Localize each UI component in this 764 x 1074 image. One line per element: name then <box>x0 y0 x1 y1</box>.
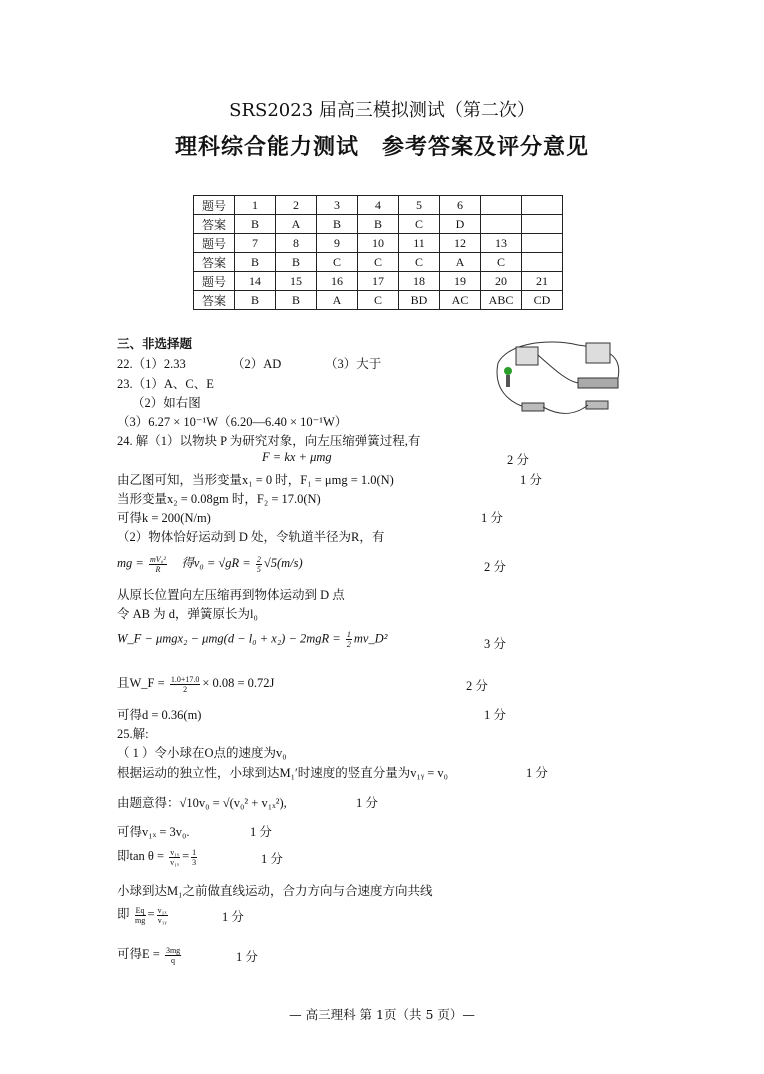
answer-table <box>193 195 563 310</box>
table-cell: ABC <box>481 291 522 310</box>
table-cell: C <box>399 215 440 234</box>
q25-score5: 1 分 <box>222 910 244 924</box>
table-cell: B <box>235 215 276 234</box>
q22-part3: （3）大于 <box>325 357 382 371</box>
q24-score2: 1 分 <box>520 473 542 487</box>
table-cell: B <box>276 253 317 272</box>
q24-line4: 当形变量x₂ = 0.08gm 时，F₂ = 17.0(N) <box>117 492 321 506</box>
table-cell: C <box>358 253 399 272</box>
q24-line3: 由乙图可知，当形变量x₁ = 0 时，F₁ = μmg = 1.0(N) <box>117 473 394 487</box>
table-cell: B <box>317 215 358 234</box>
table-row <box>194 196 563 215</box>
q25-line8: 即 $\frac{Eq}{mg}$ = $\frac{\text{v₁ₓ}}{\text{v₁ᵧ}}$ <box>117 905 167 925</box>
rheostat-icon <box>578 378 618 388</box>
exam-title: SRS2023 届高三模拟测试（第二次） <box>229 100 535 121</box>
table-row <box>194 291 563 310</box>
table-row <box>194 253 563 272</box>
page-footer: — 高三理科 第 1页（共 5 页）— <box>289 1007 475 1022</box>
table-cell: 20 <box>481 272 522 291</box>
voltmeter-icon <box>516 347 538 365</box>
ammeter-icon <box>586 343 610 363</box>
row-header-cell: 答案 <box>194 215 235 234</box>
q24-line11: 且W_F = $\frac{1.0+17.0}{2}$ × 0.08 = 0.72J <box>117 674 275 694</box>
section-title: 三、非选择题 <box>117 337 193 351</box>
q24-line5: 可得k = 200(N/m) <box>117 511 211 525</box>
table-row <box>194 234 563 253</box>
q24-score4: 2 分 <box>484 560 506 574</box>
q23-part2: （2）如右图 <box>132 396 201 410</box>
q25-score1: 1 分 <box>526 766 548 780</box>
table-cell: 6 <box>440 196 481 215</box>
table-cell: A <box>440 253 481 272</box>
row-header-cell: 题号 <box>194 196 235 215</box>
table-cell: A <box>276 215 317 234</box>
table-cell: B <box>235 291 276 310</box>
table-cell <box>522 196 563 215</box>
table-cell: 13 <box>481 234 522 253</box>
q25-line5: 可得v₁ₓ = 3v₀. <box>117 825 190 839</box>
q25-score2: 1 分 <box>356 796 378 810</box>
table-cell <box>481 215 522 234</box>
q24-score1: 2 分 <box>507 453 529 467</box>
table-cell: D <box>440 215 481 234</box>
table-cell: 4 <box>358 196 399 215</box>
table-cell: C <box>481 253 522 272</box>
q25-score4: 1 分 <box>261 852 283 866</box>
led-icon <box>504 367 512 375</box>
table-cell: 3 <box>317 196 358 215</box>
q25-score3: 1 分 <box>250 825 272 839</box>
table-cell: 19 <box>440 272 481 291</box>
q25-score6: 1 分 <box>236 950 258 964</box>
q22-part2: （2）AD <box>232 357 282 371</box>
table-cell: 16 <box>317 272 358 291</box>
row-header-cell: 答案 <box>194 291 235 310</box>
answer-key-title: 理科综合能力测试 参考答案及评分意见 <box>174 134 589 160</box>
table-cell: 2 <box>276 196 317 215</box>
table-cell: 8 <box>276 234 317 253</box>
table-cell: 17 <box>358 272 399 291</box>
table-cell <box>522 215 563 234</box>
q23-part3: （3）6.27 × 10⁻¹W（6.20—6.40 × 10⁻¹W） <box>117 415 348 429</box>
q25-line6: 即tan θ = $\frac{\text{v₁ᵧ}}{\text{v₁ₓ}}$ = $\frac{1}{3}$ <box>117 847 197 867</box>
q24-line1: 24. 解（1）以物块 P 为研究对象，向左压缩弹簧过程,有 <box>117 434 421 448</box>
table-cell: A <box>317 291 358 310</box>
q24-line7: mg = $\frac{\text{mV₀²}}{R}$ 得v₀ = √gR = $\frac{2}{5}$ √5(m/s) <box>117 554 303 574</box>
switch-icon <box>522 403 544 411</box>
table-cell: AC <box>440 291 481 310</box>
q25-line2: （ 1 ）令小球在O点的速度为v₀ <box>117 746 287 760</box>
table-cell <box>481 196 522 215</box>
q25-line1: 25.解: <box>117 727 149 741</box>
table-cell: C <box>358 291 399 310</box>
q25-line9: 可得E = $\frac{3mg}{q}$ <box>117 945 181 965</box>
table-cell: 14 <box>235 272 276 291</box>
table-cell: BD <box>399 291 440 310</box>
table-row <box>194 272 563 291</box>
table-cell: 15 <box>276 272 317 291</box>
q23-part1: 23.（1）A、C、E <box>117 377 214 391</box>
table-cell: 10 <box>358 234 399 253</box>
q24-score5: 3 分 <box>484 637 506 651</box>
table-cell: 12 <box>440 234 481 253</box>
battery-icon <box>586 401 608 409</box>
q24-eq1: F = kx + μmg <box>262 450 332 464</box>
q24-line9: 令 AB 为 d，弹簧原长为l₀ <box>117 607 258 621</box>
table-cell: 21 <box>522 272 563 291</box>
table-cell: 11 <box>399 234 440 253</box>
row-header-cell: 答案 <box>194 253 235 272</box>
table-cell: 9 <box>317 234 358 253</box>
q25-line7: 小球到达M₁之前做直线运动，合力方向与合速度方向共线 <box>117 884 433 898</box>
table-cell: CD <box>522 291 563 310</box>
q24-line6: （2）物体恰好运动到 D 处，令轨道半径为R，有 <box>117 530 385 544</box>
row-header-cell: 题号 <box>194 272 235 291</box>
q25-line4: 由题意得：√10v₀ = √(v₀² + v₁ₓ²), <box>117 796 287 810</box>
table-cell: B <box>235 253 276 272</box>
q25-line3: 根据运动的独立性，小球到达M₁′时速度的竖直分量为v₁ᵧ = v₀ <box>117 766 449 780</box>
table-cell: C <box>317 253 358 272</box>
table-cell <box>522 253 563 272</box>
table-cell <box>522 234 563 253</box>
table-cell: C <box>399 253 440 272</box>
table-row <box>194 215 563 234</box>
table-cell: 1 <box>235 196 276 215</box>
table-cell: 5 <box>399 196 440 215</box>
table-cell: B <box>276 291 317 310</box>
table-cell: 18 <box>399 272 440 291</box>
q24-score3: 1 分 <box>481 511 503 525</box>
q24-score7: 1 分 <box>484 708 506 722</box>
table-cell: B <box>358 215 399 234</box>
q24-line10: W_F − μmgx₂ − μmg(d − l₀ + x₂) − 2mgR = $\frac{1}{2}$ mv_D² <box>117 630 388 649</box>
q24-line12: 可得d = 0.36(m) <box>117 708 202 722</box>
row-header-cell: 题号 <box>194 234 235 253</box>
table-cell: 7 <box>235 234 276 253</box>
q24-score6: 2 分 <box>466 679 488 693</box>
circuit-diagram <box>488 333 628 423</box>
q22-part1: 22.（1）2.33 <box>117 357 186 371</box>
q24-line8: 从原长位置向左压缩再到物体运动到 D 点 <box>117 588 345 602</box>
